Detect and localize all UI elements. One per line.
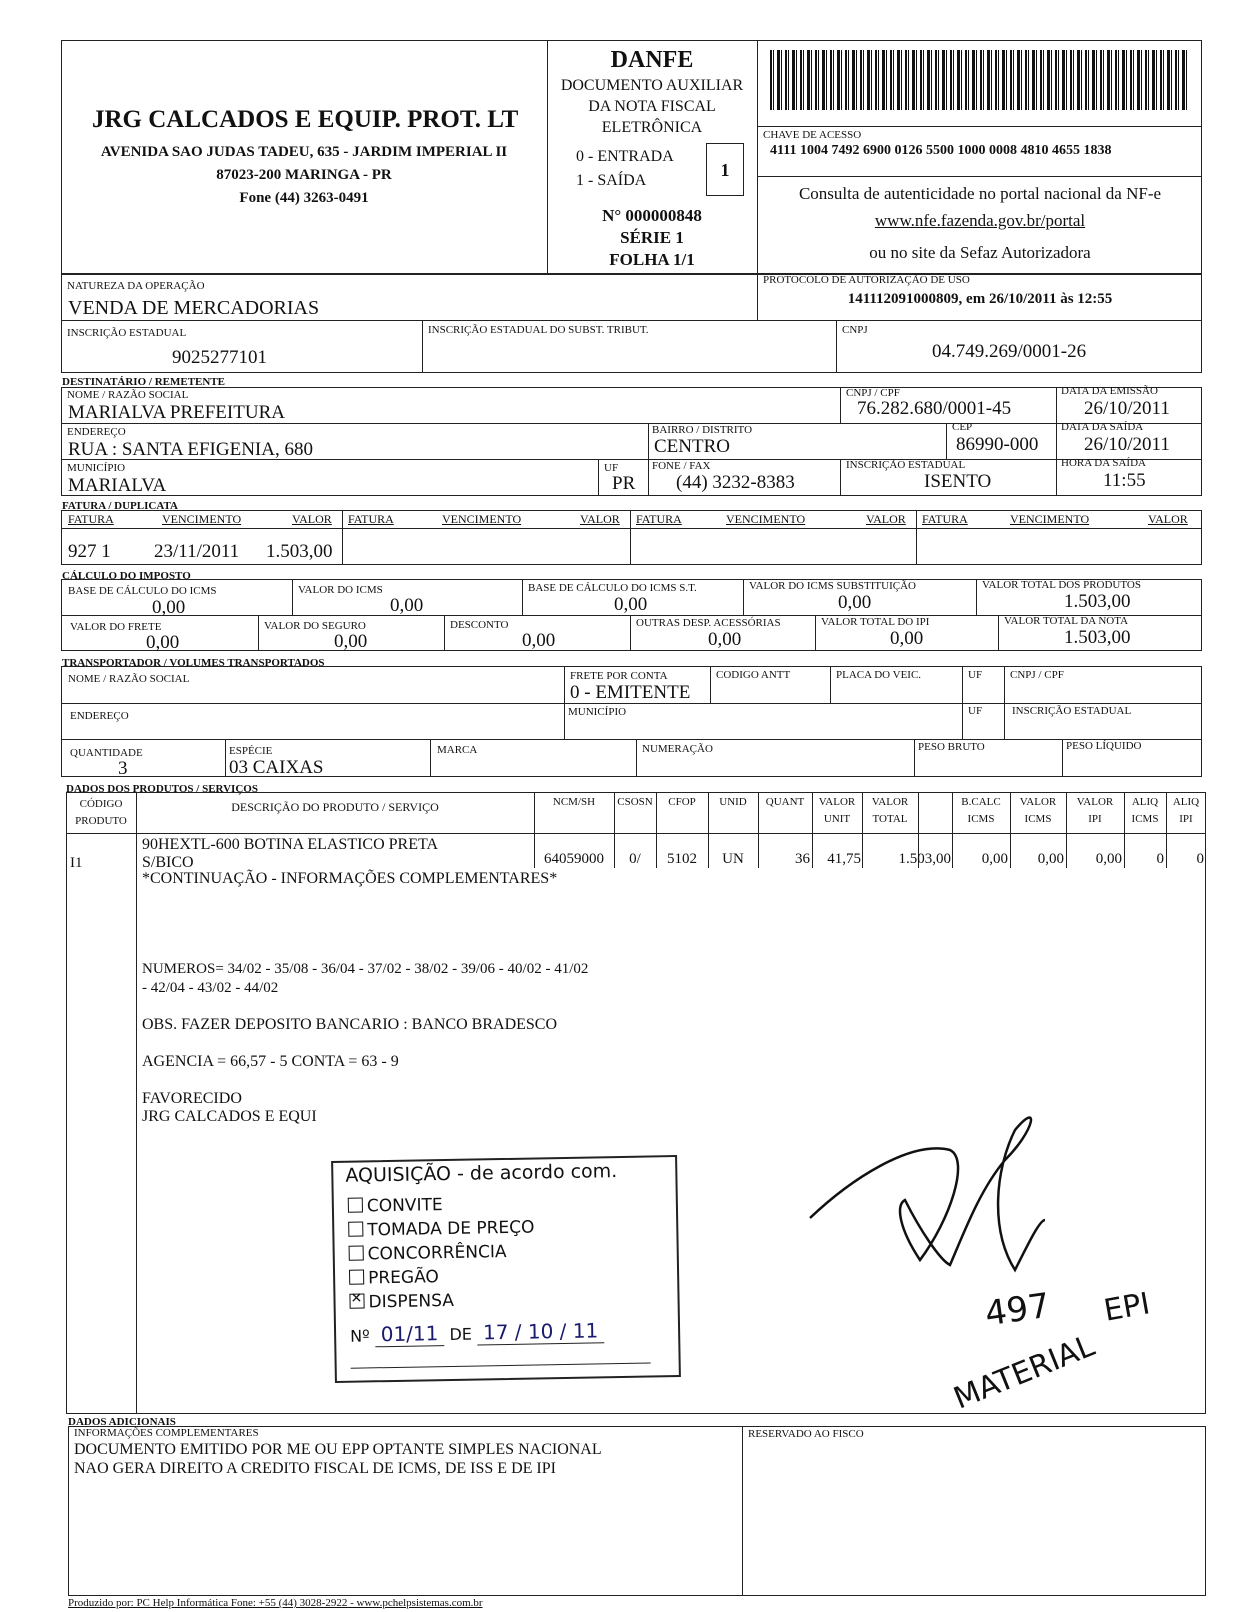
continuacao-title: *CONTINUAÇÃO - INFORMAÇÕES COMPLEMENTARES* xyxy=(142,870,558,887)
fatura-valor: 1.503,00 xyxy=(266,541,333,562)
transp-especie: 03 CAIXAS xyxy=(229,757,324,778)
handwritten-epi: EPI xyxy=(1101,1286,1153,1329)
produtos-section: DADOS DOS PRODUTOS / SERVIÇOS xyxy=(66,783,258,795)
item-quant: 36 xyxy=(795,851,810,867)
chave-value: 4111 1004 7492 6900 0126 5500 1000 0008 4810 4655 1838 xyxy=(770,143,1112,158)
item-unid: UN xyxy=(722,851,744,867)
handwritten-code: 497 xyxy=(982,1285,1053,1335)
fatura-vencimento: 23/11/2011 xyxy=(154,541,240,562)
dest-nome: MARIALVA PREFEITURA xyxy=(68,402,285,423)
item-aicms: 0 xyxy=(1156,851,1164,867)
natureza-value: VENDA DE MERCADORIAS xyxy=(68,297,320,319)
info-line-1: DOCUMENTO EMITIDO POR ME OU EPP OPTANTE SIMPLES NACIONAL xyxy=(74,1441,602,1458)
danfe-folha: FOLHA 1/1 xyxy=(609,250,695,269)
h-cfop: CFOP xyxy=(668,796,696,808)
h-aicms-2: ICMS xyxy=(1131,813,1159,825)
h-codigo-1: CÓDIGO xyxy=(79,798,123,810)
fatura-numero: 927 1 xyxy=(68,541,111,562)
frete: 0,00 xyxy=(146,632,180,653)
fatura-col-1: FATURA xyxy=(68,512,114,526)
cnpj-label: CNPJ xyxy=(842,324,868,336)
h-desc: DESCRIÇÃO DO PRODUTO / SERVIÇO xyxy=(231,800,439,814)
checkbox-checked-icon xyxy=(349,1293,364,1308)
stamp-option-tomada: TOMADA DE PREÇO xyxy=(348,1217,535,1240)
fatura-col-4: FATURA xyxy=(348,512,394,526)
dest-ie-label: INSCRIÇÃO ESTADUAL xyxy=(846,459,966,471)
desconto: 0,00 xyxy=(522,630,556,651)
fatura-col-3: VALOR xyxy=(292,512,332,526)
stamp-option-concorrencia: CONCORRÊNCIA xyxy=(349,1242,507,1265)
dest-saida: 26/10/2011 xyxy=(1084,434,1170,455)
item-vipi: 0,00 xyxy=(1095,851,1122,867)
item-vunit: 41,75 xyxy=(827,851,861,867)
danfe-line3: ELETRÔNICA xyxy=(601,119,703,136)
h-vtotal-2: TOTAL xyxy=(872,813,908,825)
item-codigo: I1 xyxy=(70,855,83,871)
h-bc-2: ICMS xyxy=(967,813,995,825)
desconto-label: DESCONTO xyxy=(450,619,509,631)
dest-fone: (44) 3232-8383 xyxy=(676,472,795,493)
info-label: INFORMAÇÕES COMPLEMENTARES xyxy=(74,1427,259,1439)
dest-cnpj-label: CNPJ / CPF xyxy=(846,387,900,399)
item-bc: 0,00 xyxy=(981,851,1008,867)
h-aicms-1: ALIQ xyxy=(1131,796,1159,808)
h-vtotal-1: VALOR xyxy=(871,796,909,808)
outras-label: OUTRAS DESP. ACESSÓRIAS xyxy=(636,617,781,629)
item-ncm: 64059000 xyxy=(544,851,604,867)
danfe-line1: DOCUMENTO AUXILIAR xyxy=(560,77,744,94)
info-line-2: NAO GERA DIREITO A CREDITO FISCAL DE ICMS, DE ISS E DE IPI xyxy=(74,1460,556,1477)
dest-ie: ISENTO xyxy=(924,471,992,492)
fatura-col-5: VENCIMENTO xyxy=(442,512,522,526)
adicionais-section: DADOS ADICIONAIS xyxy=(68,1416,176,1428)
transp-especie-label: ESPÉCIE xyxy=(229,745,273,757)
item-csosn: 0/ xyxy=(629,851,641,867)
dest-emissao-label: DATA DA EMISSÃO xyxy=(1061,385,1158,397)
danfe-title: DANFE xyxy=(610,47,694,73)
transp-nome-label: NOME / RAZÃO SOCIAL xyxy=(68,673,190,685)
h-unid: UNID xyxy=(719,796,747,808)
destinatario-section: DESTINATÁRIO / REMETENTE xyxy=(62,376,225,388)
consulta-text: Consulta de autenticidade no portal nacional da NF-e xyxy=(798,184,1162,203)
fatura-col-11: VENCIMENTO xyxy=(1010,512,1090,526)
transp-bruto-label: PESO BRUTO xyxy=(918,741,985,753)
h-vunit-1: VALOR xyxy=(818,796,856,808)
transp-liquido-label: PESO LÍQUIDO xyxy=(1066,740,1142,752)
dest-hora: 11:55 xyxy=(1103,470,1146,491)
item-vtotal: 1.503,00 xyxy=(898,851,951,867)
favorecido-2: JRG CALCADOS E EQUI xyxy=(142,1108,317,1125)
danfe-numero: N° 000000848 xyxy=(602,206,702,225)
transp-qtd: 3 xyxy=(118,758,128,779)
transp-marca-label: MARCA xyxy=(437,744,478,756)
danfe-saida: 1 - SAÍDA xyxy=(576,172,647,189)
h-vicms-2: ICMS xyxy=(1024,813,1052,825)
dest-hora-label: HORA DA SAÍDA xyxy=(1061,457,1146,469)
sefaz-text: ou no site da Sefaz Autorizadora xyxy=(869,243,1091,262)
ipi: 0,00 xyxy=(890,628,924,649)
stamp-number-line: Nº 01/11 DE 17 / 10 / 11 xyxy=(350,1318,605,1346)
transp-ie-label: INSCRIÇÃO ESTADUAL xyxy=(1012,705,1132,717)
stamp-option-dispensa: ✕DISPENSA xyxy=(349,1291,454,1313)
ipi-label: VALOR TOTAL DO IPI xyxy=(821,616,930,628)
stamp-option-pregao: PREGÃO xyxy=(349,1267,439,1289)
checkbox-icon xyxy=(349,1245,364,1260)
v-prod-label: VALOR TOTAL DOS PRODUTOS xyxy=(982,579,1141,591)
danfe-serie: SÉRIE 1 xyxy=(620,228,684,247)
fatura-col-2: VENCIMENTO xyxy=(162,512,242,526)
v-st: 0,00 xyxy=(838,592,872,613)
h-vicms-1: VALOR xyxy=(1019,796,1057,808)
v-prod: 1.503,00 xyxy=(1064,591,1131,612)
fisco-label: RESERVADO AO FISCO xyxy=(748,1428,864,1440)
h-vipi-1: VALOR xyxy=(1076,796,1114,808)
transp-qtd-label: QUANTIDADE xyxy=(70,747,143,759)
bc-st-label: BASE DE CÁLCULO DO ICMS S.T. xyxy=(528,582,697,594)
h-csosn: CSOSN xyxy=(617,796,653,808)
dest-nome-label: NOME / RAZÃO SOCIAL xyxy=(67,389,189,401)
outras: 0,00 xyxy=(708,629,742,650)
transp-frete-label: FRETE POR CONTA xyxy=(570,670,668,682)
dest-uf-label: UF xyxy=(604,462,619,474)
h-ncm: NCM/SH xyxy=(552,796,596,808)
v-st-label: VALOR DO ICMS SUBSTITUIÇÃO xyxy=(749,580,916,592)
portal-link[interactable]: www.nfe.fazenda.gov.br/portal xyxy=(874,211,1086,230)
fatura-col-7: FATURA xyxy=(636,512,682,526)
danfe-entrada: 0 - ENTRADA xyxy=(576,148,674,165)
obs-text: OBS. FAZER DEPOSITO BANCARIO : BANCO BRADESCO xyxy=(142,1016,558,1033)
chave-label: CHAVE DE ACESSO xyxy=(763,129,862,141)
item-vicms: 0,00 xyxy=(1037,851,1064,867)
checkbox-icon xyxy=(348,1221,363,1236)
dest-bairro: CENTRO xyxy=(654,436,730,457)
bc-icms: 0,00 xyxy=(152,597,186,618)
item-cfop: 5102 xyxy=(667,851,697,867)
transp-municipio-label: MUNICÍPIO xyxy=(568,706,627,718)
acquisition-stamp xyxy=(331,1155,681,1383)
emitente-phone: Fone (44) 3263-0491 xyxy=(239,190,369,206)
stamp-option-convite: CONVITE xyxy=(348,1195,443,1217)
signature xyxy=(800,1110,1100,1310)
v-icms: 0,00 xyxy=(390,595,424,616)
dest-saida-label: DATA DA SAÍDA xyxy=(1061,421,1144,433)
imposto-section: CÁLCULO DO IMPOSTO xyxy=(62,570,191,582)
agencia-text: AGENCIA = 66,57 - 5 CONTA = 63 - 9 xyxy=(142,1053,399,1070)
dest-bairro-label: BAIRRO / DISTRITO xyxy=(652,424,753,436)
dest-cep-label: CEP xyxy=(952,421,973,433)
dest-cep: 86990-000 xyxy=(956,434,1039,455)
dest-municipio-label: MUNICÍPIO xyxy=(67,462,126,474)
emitente-city: 87023-200 MARINGA - PR xyxy=(216,167,392,183)
transp-frete: 0 - EMITENTE xyxy=(570,682,691,703)
dest-fone-label: FONE / FAX xyxy=(652,460,711,472)
v-icms-label: VALOR DO ICMS xyxy=(298,584,383,596)
fatura-col-6: VALOR xyxy=(580,512,620,526)
footer-credit: Produzido por: PC Help Informática Fone: +55 (44) 3028-2922 - www.pchelpsistemas.com.br xyxy=(68,1597,483,1609)
bc-st: 0,00 xyxy=(614,594,648,615)
nota: 1.503,00 xyxy=(1064,627,1131,648)
dest-municipio: MARIALVA xyxy=(68,475,167,496)
fatura-col-8: VENCIMENTO xyxy=(726,512,806,526)
ie-st-label: INSCRIÇÃO ESTADUAL DO SUBST. TRIBUT. xyxy=(428,324,649,336)
danfe-tipo: 1 xyxy=(706,143,744,196)
h-quant: QUANT xyxy=(765,796,805,808)
checkbox-icon xyxy=(349,1269,364,1284)
transp-placa-label: PLACA DO VEIC. xyxy=(836,669,922,681)
ie-value: 9025277101 xyxy=(172,347,267,368)
h-codigo-2: PRODUTO xyxy=(75,815,127,827)
dest-emissao: 26/10/2011 xyxy=(1084,398,1170,419)
transp-endereco-label: ENDEREÇO xyxy=(70,710,129,722)
natureza-label: NATUREZA DA OPERAÇÃO xyxy=(67,280,205,292)
item-desc-1: 90HEXTL-600 BOTINA ELASTICO PRETA xyxy=(142,836,439,853)
seguro: 0,00 xyxy=(334,631,368,652)
h-aipi-1: ALIQ xyxy=(1172,796,1200,808)
h-bc-1: B.CALC xyxy=(961,796,1001,808)
fatura-col-12: VALOR xyxy=(1148,512,1188,526)
stamp-title: AQUISIÇÃO - de acordo com. xyxy=(345,1160,618,1187)
numeros-line-2: - 42/04 - 43/02 - 44/02 xyxy=(142,980,279,996)
transp-antt-label: CODIGO ANTT xyxy=(716,669,791,681)
h-vunit-2: UNIT xyxy=(823,813,851,825)
frete-label: VALOR DO FRETE xyxy=(70,621,162,633)
fatura-section: FATURA / DUPLICATA xyxy=(62,500,178,512)
transp-uf-label: UF xyxy=(968,669,983,681)
cnpj-value: 04.749.269/0001-26 xyxy=(932,341,1087,362)
nota-label: VALOR TOTAL DA NOTA xyxy=(1004,615,1129,627)
protocolo-label: PROTOCOLO DE AUTORIZAÇÃO DE USO xyxy=(763,274,970,286)
protocolo-value: 141112091000809, em 26/10/2011 às 12:55 xyxy=(847,291,1113,307)
barcode xyxy=(770,50,1188,110)
seguro-label: VALOR DO SEGURO xyxy=(264,620,366,632)
favorecido-1: FAVORECIDO xyxy=(142,1090,242,1107)
dest-cnpj: 76.282.680/0001-45 xyxy=(857,398,1012,419)
ie-label: INSCRIÇÃO ESTADUAL xyxy=(67,327,187,339)
transp-numeracao-label: NUMERAÇÃO xyxy=(642,743,713,755)
dest-endereco: RUA : SANTA EFIGENIA, 680 xyxy=(68,439,313,460)
h-aipi-2: IPI xyxy=(1179,813,1193,825)
dest-uf: PR xyxy=(612,473,636,494)
transp-uf2-label: UF xyxy=(968,705,983,717)
emitente-address: AVENIDA SAO JUDAS TADEU, 635 - JARDIM IMPERIAL II xyxy=(100,144,508,160)
emitente-name: JRG CALCADOS E EQUIP. PROT. LT xyxy=(92,106,519,133)
checkbox-icon xyxy=(348,1197,363,1212)
transp-cnpj-label: CNPJ / CPF xyxy=(1010,669,1064,681)
danfe-line2: DA NOTA FISCAL xyxy=(588,98,716,115)
handwritten-material: MATERIAL xyxy=(948,1328,1100,1417)
dest-endereco-label: ENDEREÇO xyxy=(67,426,126,438)
item-desc-2: S/BICO xyxy=(142,854,194,871)
transporte-section: TRANSPORTADOR / VOLUMES TRANSPORTADOS xyxy=(62,657,325,669)
h-vipi-2: IPI xyxy=(1088,813,1102,825)
item-aipi: 0 xyxy=(1196,851,1204,867)
numeros-line-1: NUMEROS= 34/02 - 35/08 - 36/04 - 37/02 - 38/02 - 39/06 - 40/02 - 41/02 xyxy=(142,961,589,977)
bc-icms-label: BASE DE CÁLCULO DO ICMS xyxy=(68,585,217,597)
fatura-col-10: FATURA xyxy=(922,512,968,526)
fatura-col-9: VALOR xyxy=(866,512,906,526)
